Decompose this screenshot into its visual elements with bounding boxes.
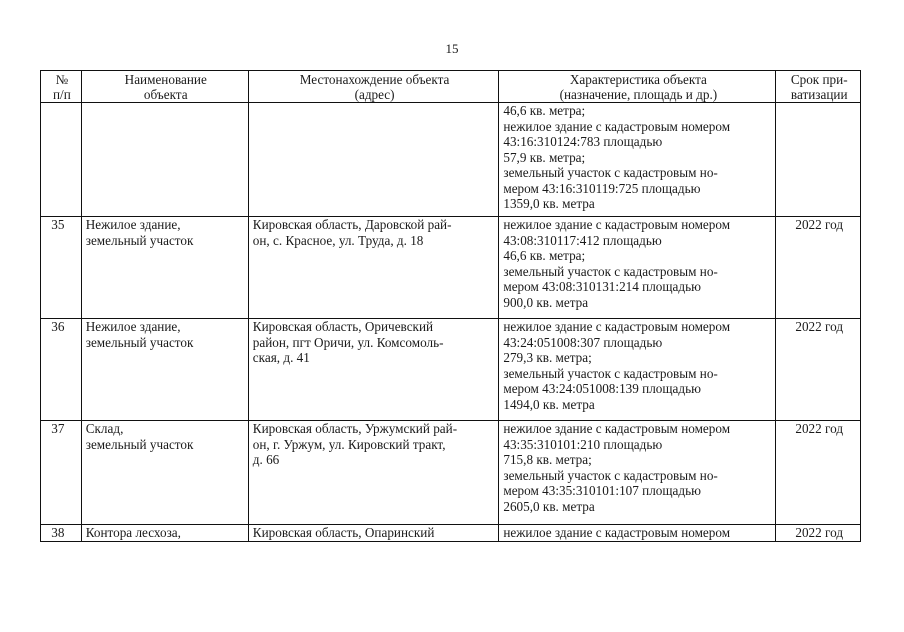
characteristics-line: 900,0 кв. метра [503,294,589,310]
table-row [41,525,861,542]
table-row [41,319,861,421]
cell-characteristics [499,103,776,217]
cell-address [248,217,499,319]
cell-name [81,319,248,421]
characteristics-line: 2605,0 кв. метра [503,498,595,514]
cell-name [81,217,248,319]
name-line: Нежилое здание, [85,217,181,232]
table-row-continuation [41,103,861,217]
cell-characteristics [499,217,776,319]
cell-num: 36 [41,319,82,421]
characteristics-line: мером 43:08:310131:214 площадью [503,279,701,294]
characteristics-line: земельный участок с кадастровым но- [503,365,718,381]
address-line: Кировская область, Оричевский [252,319,434,334]
header-characteristics-line: (назначение, площадь и др.) [559,86,718,102]
name-line: Контора лесхоза, [85,525,181,540]
characteristics-line: 43:16:310124:783 площадью [503,134,663,149]
characteristics-line: мером 43:16:310119:725 площадью [503,180,701,196]
characteristics-line: 1359,0 кв. метра [503,196,595,211]
cell-term: 2022 год [776,525,861,542]
cell-name [81,421,248,525]
characteristics-line: 43:24:051008:307 площадью [503,334,663,350]
cell-address [248,319,499,421]
characteristics-line: нежилое здание с кадастровым номером [503,217,731,232]
header-name [81,71,248,103]
cell-address [248,525,499,542]
address-line: Кировская область, Опаринский [252,525,435,540]
characteristics-line: земельный участок с кадастровым но- [503,467,718,483]
cell-characteristics [499,319,776,421]
address-line: он, с. Красное, ул. Труда, д. 18 [252,232,424,248]
characteristics-line: земельный участок с кадастровым но- [503,263,718,279]
characteristics-line: нежилое здание с кадастровым номером [503,421,731,436]
characteristics-line: нежилое здание с кадастровым номером [503,118,731,134]
address-line: д. 66 [252,452,280,467]
name-line: земельный участок [85,436,194,452]
cell-term: 2022 год [776,217,861,319]
header-characteristics-line: Характеристика объекта [569,72,707,87]
header-num-line: п/п [52,86,71,102]
header-name-line: объекта [143,86,188,102]
cell-num: 38 [41,525,82,542]
header-term-line: ватизации [790,86,848,102]
header-characteristics [499,71,776,103]
characteristics-line: 279,3 кв. метра; [503,350,592,365]
characteristics-line: 43:35:310101:210 площадью [503,436,663,452]
cell-term [776,103,861,217]
cell-name [81,103,248,217]
address-line: Кировская область, Уржумский рай- [252,421,458,436]
cell-num [41,103,82,217]
name-line: Склад, [85,421,124,436]
name-line: Нежилое здание, [85,319,181,334]
cell-term: 2022 год [776,421,861,525]
name-line: земельный участок [85,334,194,350]
characteristics-line: 57,9 кв. метра; [503,149,586,165]
cell-characteristics [499,525,776,542]
cell-address [248,103,499,217]
characteristics-line: нежилое здание с кадастровым номером [503,319,731,334]
privatization-table [40,70,861,542]
address-line: район, пгт Оричи, ул. Комсомоль- [252,334,444,350]
cell-characteristics [499,421,776,525]
table-row [41,421,861,525]
characteristics-line: 43:08:310117:412 площадью [503,232,662,248]
cell-name [81,525,248,542]
page-number: 15 [445,41,459,56]
table-row [41,217,861,319]
characteristics-line: 1494,0 кв. метра [503,396,595,412]
cell-term: 2022 год [776,319,861,421]
characteristics-line: 46,6 кв. метра; [503,103,586,118]
cell-address [248,421,499,525]
header-address-line: (адрес) [354,86,395,102]
header-term-line: Срок при- [790,72,848,87]
characteristics-line: мером 43:24:051008:139 площадью [503,381,701,396]
cell-num: 37 [41,421,82,525]
address-line: он, г. Уржум, ул. Кировский тракт, [252,436,446,452]
characteristics-line: 715,8 кв. метра; [503,452,592,467]
characteristics-line: 46,6 кв. метра; [503,248,586,263]
header-row [41,71,861,103]
characteristics-line: мером 43:35:310101:107 площадью [503,483,701,498]
address-line: ская, д. 41 [252,350,310,365]
header-address-line: Местонахождение объекта [299,72,450,87]
characteristics-line: земельный участок с кадастровым но- [503,165,718,180]
header-address [248,71,499,103]
header-num [41,71,82,103]
name-line: земельный участок [85,232,194,248]
address-line: Кировская область, Даровской рай- [252,217,452,232]
cell-num: 35 [41,217,82,319]
header-num-line: № [55,72,69,87]
characteristics-line: нежилое здание с кадастровым номером [503,525,731,540]
header-name-line: Наименование [124,72,207,87]
header-term [776,71,861,103]
